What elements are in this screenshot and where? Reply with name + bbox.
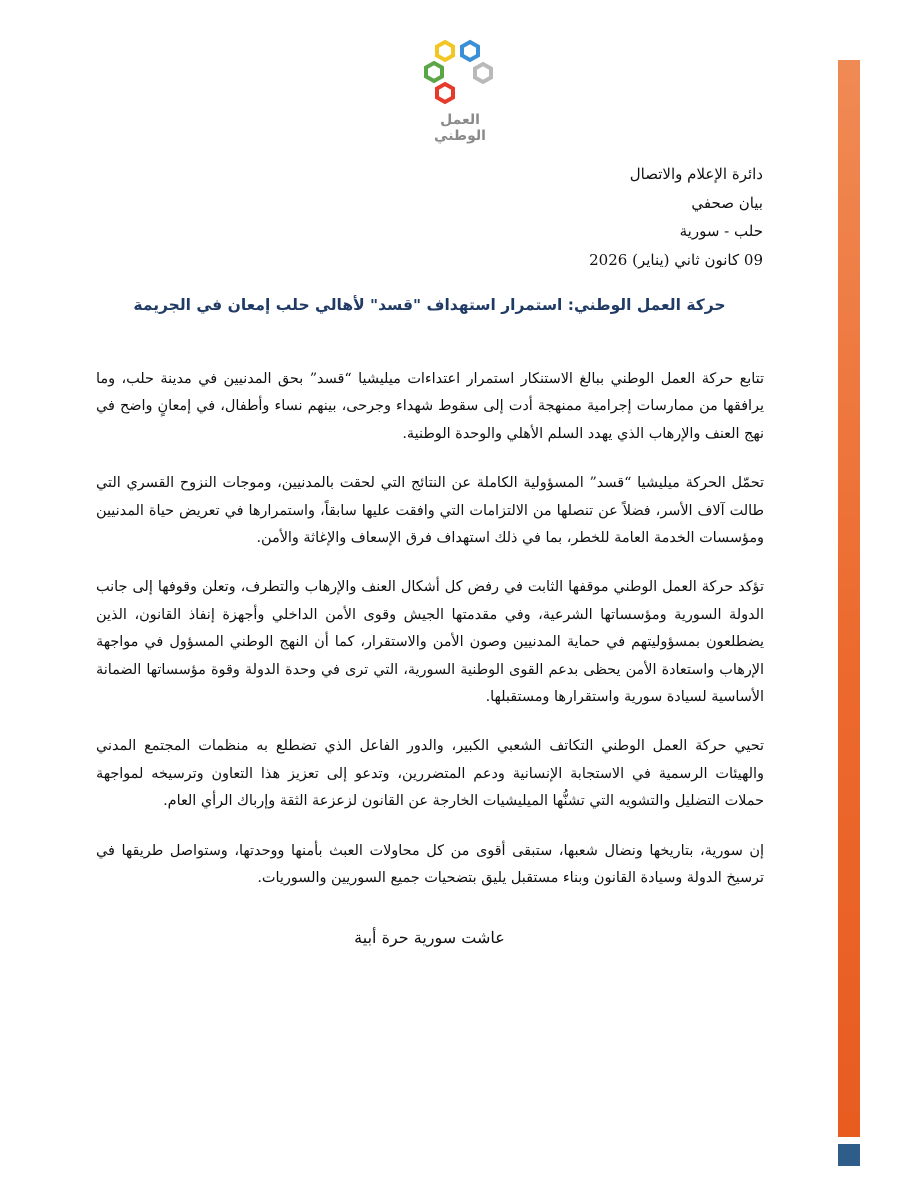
paragraph: تحيي حركة العمل الوطني التكاتف الشعبي الكبير، والدور الفاعل الذي تضطلع به منظمات المجتمع المدني والهيئات الرسمية في الاستجابة الإنسانية ودعم المتضررين، وتدعو إلى تعزيز هذا التعاون وترسيخه لمواجهة حملات التضليل والتشويه التي تشنُّها الميليشيات الخارجة عن القانون لزعزعة الثقة وإرباك الرأي العام. [96, 738, 764, 810]
blue-hexagon [462, 42, 478, 60]
paragraph: إن سورية، بتاريخها ونضال شعبها، ستبقى أقوى من كل محاولات العبث بأمنها ووحدتها، وستواصل طريقها في ترسيخ الدولة وسيادة القانون وبناء مستقبل يليق بتضحيات جميع السوريين والسوريات. [96, 842, 764, 887]
yellow-hexagon [437, 42, 453, 60]
paragraph: تحمّل الحركة ميليشيا “قسد” المسؤولية الكاملة عن النتائج التي لحقت بالمدنيين، وموجات النزوح القسري التي طالت آلاف الأسر، فضلاً عن تنصلها من الالتزامات التي وافقت عليها سابقاً، واستمرارها في تعريض حياة المدنيين ومؤسسات الخدمة العامة للخطر، بما في ذلك استهداف فرق الإسعاف والإغاثة والأمن. [96, 475, 764, 547]
location: حلب - سورية [679, 222, 763, 240]
grey-hexagon [475, 64, 491, 82]
paragraph: تتابع حركة العمل الوطني ببالغ الاستنكار استمرار اعتداءات ميليشيا “قسد” بحق المدنيين في مدينة حلب، وما يرافقها من ممارسات إجرامية ممنهجة أدت إلى سقوط شهداء وجرحى، بينهم نساء وأطفال، في إمعانٍ واضح في نهج العنف والإرهاب الذي يهدد السلم الأهلي والوحدة الوطنية. [96, 371, 764, 442]
side-accent-bar [838, 60, 860, 1137]
red-hexagon [437, 84, 453, 102]
paragraph: تؤكد حركة العمل الوطني موقفها الثابت في رفض كل أشكال العنف والإرهاب والتطرف، وتعلن وقوفها إلى جانب الدولة السورية ومؤسساتها الشرعية، وفي مقدمتها الجيش وقوى الأمن الداخلي وأجهزة إنفاذ القانون، الذين يضطلعون بمسؤوليتهم في حماية المدنيين وصون الأمن والاستقرار، كما أن النهج الوطني المسؤول في مواجهة الإرهاب واستعادة الأمن يحظى بدعم القوى الوطنية السورية، التي ترى في وحدة الدولة وقوة مؤسساتها الضمانة الأساسية لسيادة سورية واستقرارها ومستقبلها. [96, 579, 764, 706]
hexagons-logo-icon [415, 36, 505, 112]
logo-text: العمل الوطني [434, 112, 486, 144]
date: 09 كانون ثاني (يناير) 2026 [589, 250, 763, 269]
header-info [363, 160, 763, 274]
green-hexagon [426, 63, 442, 81]
document-type: بيان صحفي [691, 193, 763, 212]
department-name: دائرة الإعلام والاتصال [629, 165, 763, 183]
organization-logo [415, 36, 505, 144]
closing-slogan: عاشت سورية حرة أبية [354, 928, 505, 947]
side-accent-square [838, 1144, 860, 1166]
headline: حركة العمل الوطني: استمرار استهداف "قسد" لأهالي حلب إمعان في الجريمة [133, 296, 726, 314]
press-release-body [96, 366, 764, 915]
